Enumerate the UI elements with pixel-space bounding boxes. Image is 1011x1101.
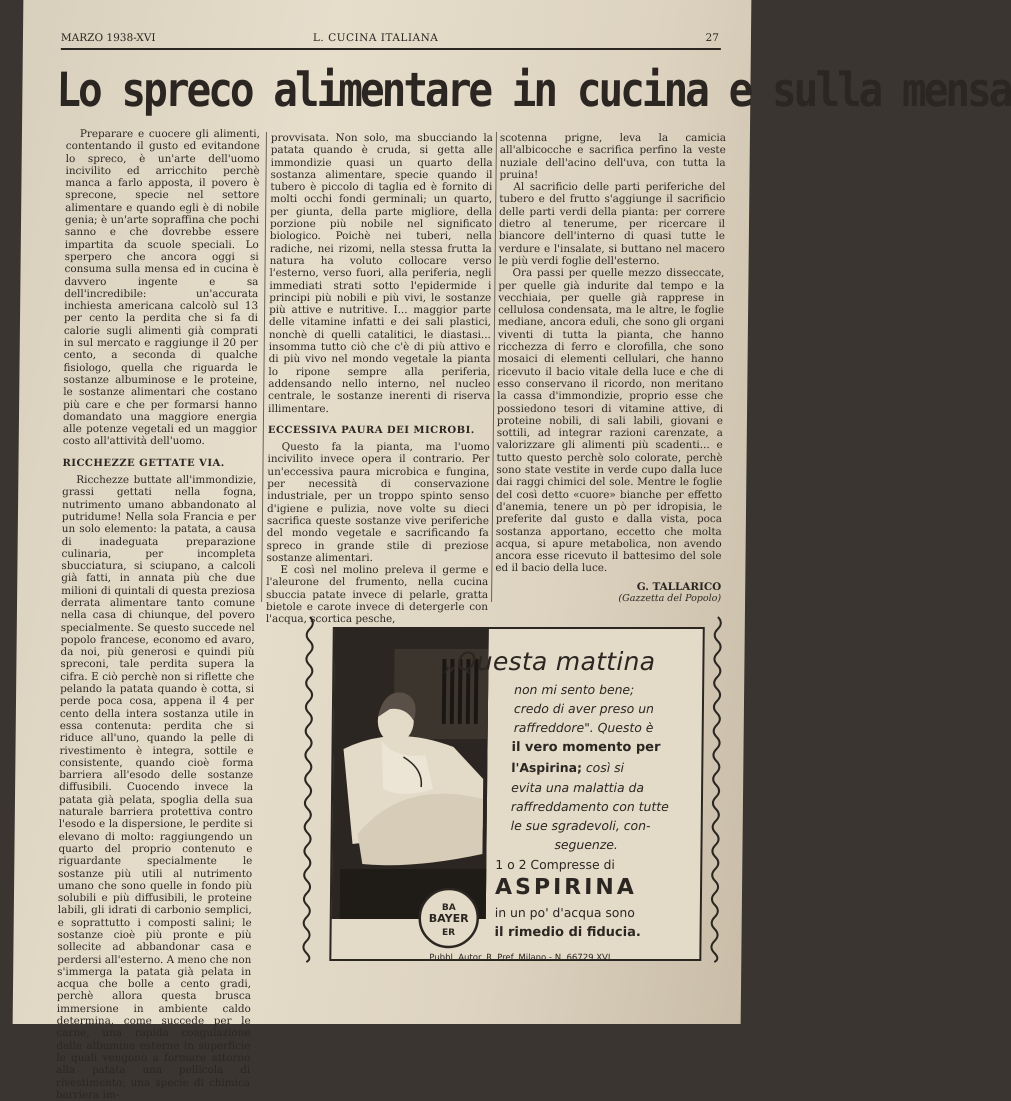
article-column-2 xyxy=(265,132,493,626)
logo-text-top: BA xyxy=(441,903,456,913)
bayer-cross-logo xyxy=(417,887,480,949)
wavy-border-left xyxy=(299,617,317,962)
magazine-name: L. CUCINA ITALIANA xyxy=(312,32,439,44)
ad-text-line: credo di aver preso un xyxy=(513,701,655,716)
wavy-border-right xyxy=(707,617,725,962)
paragraph: Al sacrificio delle parti periferiche del tubero e del frutto s'aggiunge il sacrificio delle parti verdi della pianta: per correre dietro al tenerume, per ricercare il biancore dell'interno di quasi tutte le verdure e l'insalate, si buttano nel macero le più verdi foglie dell'esterno. xyxy=(498,181,726,267)
source-credit: (Gazzetta del Popolo) xyxy=(618,592,722,604)
ad-text-line: il rimedio di fiducia. xyxy=(494,925,641,940)
article-column-1 xyxy=(55,128,261,1101)
paragraph: Ora passi per quelle mezzo disseccate, per quelle già indurite dal tempo e la vecchiaia, per quelle già rapprese in cellulosa condensata, ma le altre, le foglie mediane, ancora eduli, che sono gli organi viventi di tutta la pianta, che hanno ricchezza di ferro e clorofilla, che sono mosaici di elementi cellulari, che hanno ricevuto il bacio vitale della luce e che di esso conservano il ricordo, non meritano la cassa d'immondizie, proprio esse che possiedono tesori di vitamine attive, di proteine nobili, di sali labili, giovani e sottili, ad integrar razioni carenzate, a valorizzare gli alimenti più scadenti... e tutto questo perchè solo colorate, perchè sono state vestite in verde cupo dalla luce dai raggi chimici del sole. Mentre le foglie del così detto «cuore» bianche per effetto d'anemia, tenere un pò per idropisia, le preferite dal gusto e dalla vista, poca sostanza apportano, eccetto che molta acqua, si apure metabolica, non avendo ancora esse ricevuto il battesimo del sole ed il bacio della luce. xyxy=(495,267,725,575)
article-column-3 xyxy=(495,132,726,608)
ad-text-line: l'Aspirina; così si xyxy=(511,760,625,775)
ad-product-mention: l'Aspirina; xyxy=(511,760,583,775)
magazine-page xyxy=(13,0,1011,1101)
ad-text-line: raffreddore". Questo è xyxy=(513,720,654,735)
section-heading: ECCESSIVA PAURA DEI MICROBI. xyxy=(267,424,475,436)
ad-text-line: seguenze. xyxy=(554,837,618,852)
paragraph: provvisata. Non solo, ma sbucciando la patata quando è cruda, si getta alle immondizie quasi un quarto della sostanza alimentare, specie quando il tubero è piccolo di taglia ed è fornito di molti occhi fondi germinali; un quarto, per giunta, della parte migliore, della porzione più nobile nel significato biologico. Poichè nei tuberi, nella radiche, nei rizomi, nella stessa frutta la natura ha voluto collocare verso l'esterno, verso fuori, alla periferia, negli immediati strati sotto l'epidermide i principi più nobili e più vivi, le sostanze più attive e nutritive. I... maggior parte delle vitamine infatti e dei sali plastici, nonchè di quelli catalitici, le diastasi... insomma tutto ciò che c'è di più attivo e di più vivo nel mondo vegetale la pianta lo ripone sempre alla periferia, addensando nello interno, nel nucleo centrale, le sostanze inerenti di riserva illimentare. xyxy=(268,132,493,415)
ad-text-line: in un po' d'acqua sono xyxy=(494,905,635,920)
ad-authorization: Pubbl. Autor. R. Pref. Milano - N. 66729 XVI xyxy=(429,953,611,963)
section-heading: RICCHEZZE GETTATE VIA. xyxy=(62,457,225,469)
logo-text-mid: BAYER xyxy=(428,912,469,925)
ad-text-line: 1 o 2 Compresse di xyxy=(495,857,615,872)
ad-text-line: evita una malattia da xyxy=(511,780,645,795)
ad-text-line: le sue sgradevoli, con- xyxy=(510,818,651,833)
ad-frame xyxy=(329,627,704,961)
paragraph: Preparare e cuocere gli alimenti, contentando il gusto ed evitandone lo spreco, è un'arte dell'uomo incivilito ed arricchito perchè manca a farlo apposta, il povero è sprecone, specie nel settore alimentare e quando egli è di nobile genia; è un'arte sopraffina che pochi sanno e che dovrebbe essere impartita da scuole speciali. Lo sperpero che ancora oggi si consuma sulla mensa ed in cucina è davvero ingente e sa dell'incredibile: un'accurata inchiesta americana calcolò sul 13 per cento la perdita che si fa di calorie sugli alimenti già comprati in sul mercato e raggiunge il 20 per cento, a seconda di qualche fisiologo, quella che riguarda le sostanze albuminose e le proteine, le sostanze alimentari che costano più care e che per formarsi hanno domandato una maggiore energia alle potenze vegetali ed un maggior costo all'attività dell'uomo. xyxy=(62,128,261,448)
issue-date: MARZO 1938-XVI xyxy=(60,32,156,44)
page-header xyxy=(61,32,719,46)
paragraph: Ricchezze buttate all'immondizie, grassi gettati nella fogna, nutrimento umano abbandonato al putridume! Nella sola Francia e per un solo elemento: la patata, a causa di inadeguata preparazione culinaria, per incompleta sbucciatura, si sciupano, a calcoli già fatti, in annata più che due milioni di quintali di questa preziosa derrata alimentare tanto comune nella casa di chiunque, del povero specialmente. Se questo succede nel popolo francese, economo ed avaro, da noi, più generosi e quindi più spreconi, tale perdita supera la cifra. E ciò perchè non si riflette che pelando la patata quando è cotta, si perde poca cosa, appena il 4 per cento della intera sostanza utile in essa contenuta: perdita che si riduce all'uno, quando la pelle di rivestimento è integra, sottile e consistente, quando cioè forma barriera all'esodo delle sostanze diffusibili. Cuocendo invece la patata già pelata, spoglia della sua naturale barriera protettiva contro l'esodo e la dispersione, le perdite si elevano di molto: raggiungendo un quarto del proprio contenuto e riguardante specialmente le sostanze più utili al nutrimento umano che sono quelle in fondo più solubili e più diffusibili, le proteine labili, gli idrati di carbonio semplici, e soprattutto i composti salini; le sostanze cioè più pronte e più sollecite ad abbandonar casa e perdersi all'esterno. A meno che non s'immerga la patata già pelata in acqua che bolle a cento gradi, perchè allora questa brusca immersione in ambiente caldo determina, come succede per le carne, una rapida coagulazione delle albumine esterne in superficie le quali vengono a formare attorno alla patata una pellicola di rivestimento, una specie di chimica barriera im- xyxy=(55,474,257,1101)
paragraph: Questo fa la pianta, ma l'uomo incivilito invece opera il contrario. Per un'eccessiva paura microbica e fungina, per necessità di conservazione industriale, per un troppo spinto senso d'igiene e pulizia, nove volte su dieci sacrifica queste sostanze vive periferiche del mondo vegetale e sacrificando fa spreco in grande stile di preziose sostanze alimentari. xyxy=(266,441,490,564)
header-rule xyxy=(61,48,721,50)
ad-text-line: non mi sento bene; xyxy=(514,682,635,697)
paragraph: scotenna prigne, leva la camicia all'albicocche e sacrifica perfino la veste nuziale dell'acino dell'uva, con tutta la pruina! xyxy=(499,132,726,181)
ad-text-line: raffreddamento con tutte xyxy=(510,799,669,814)
article-title: Lo spreco alimentare in cucina e sulla mensa xyxy=(56,62,1011,118)
author-signature: G. TALLARICO xyxy=(636,580,722,593)
logo-text-bot: ER xyxy=(441,928,456,938)
ad-brand-name: ASPIRINA xyxy=(494,875,637,900)
ad-headline: „Questa mattina xyxy=(444,647,656,676)
paragraph: E così nel molino preleva il germe e l'aleurone del frumento, nella cucina sbuccia patate invece di pelarle, gratta bietole e carote invece di detergerle con l'acqua, scortica pesche, xyxy=(265,564,489,626)
page-number: 27 xyxy=(705,32,720,44)
ad-text-line: il vero momento per xyxy=(511,740,661,755)
aspirin-advertisement xyxy=(289,617,723,969)
